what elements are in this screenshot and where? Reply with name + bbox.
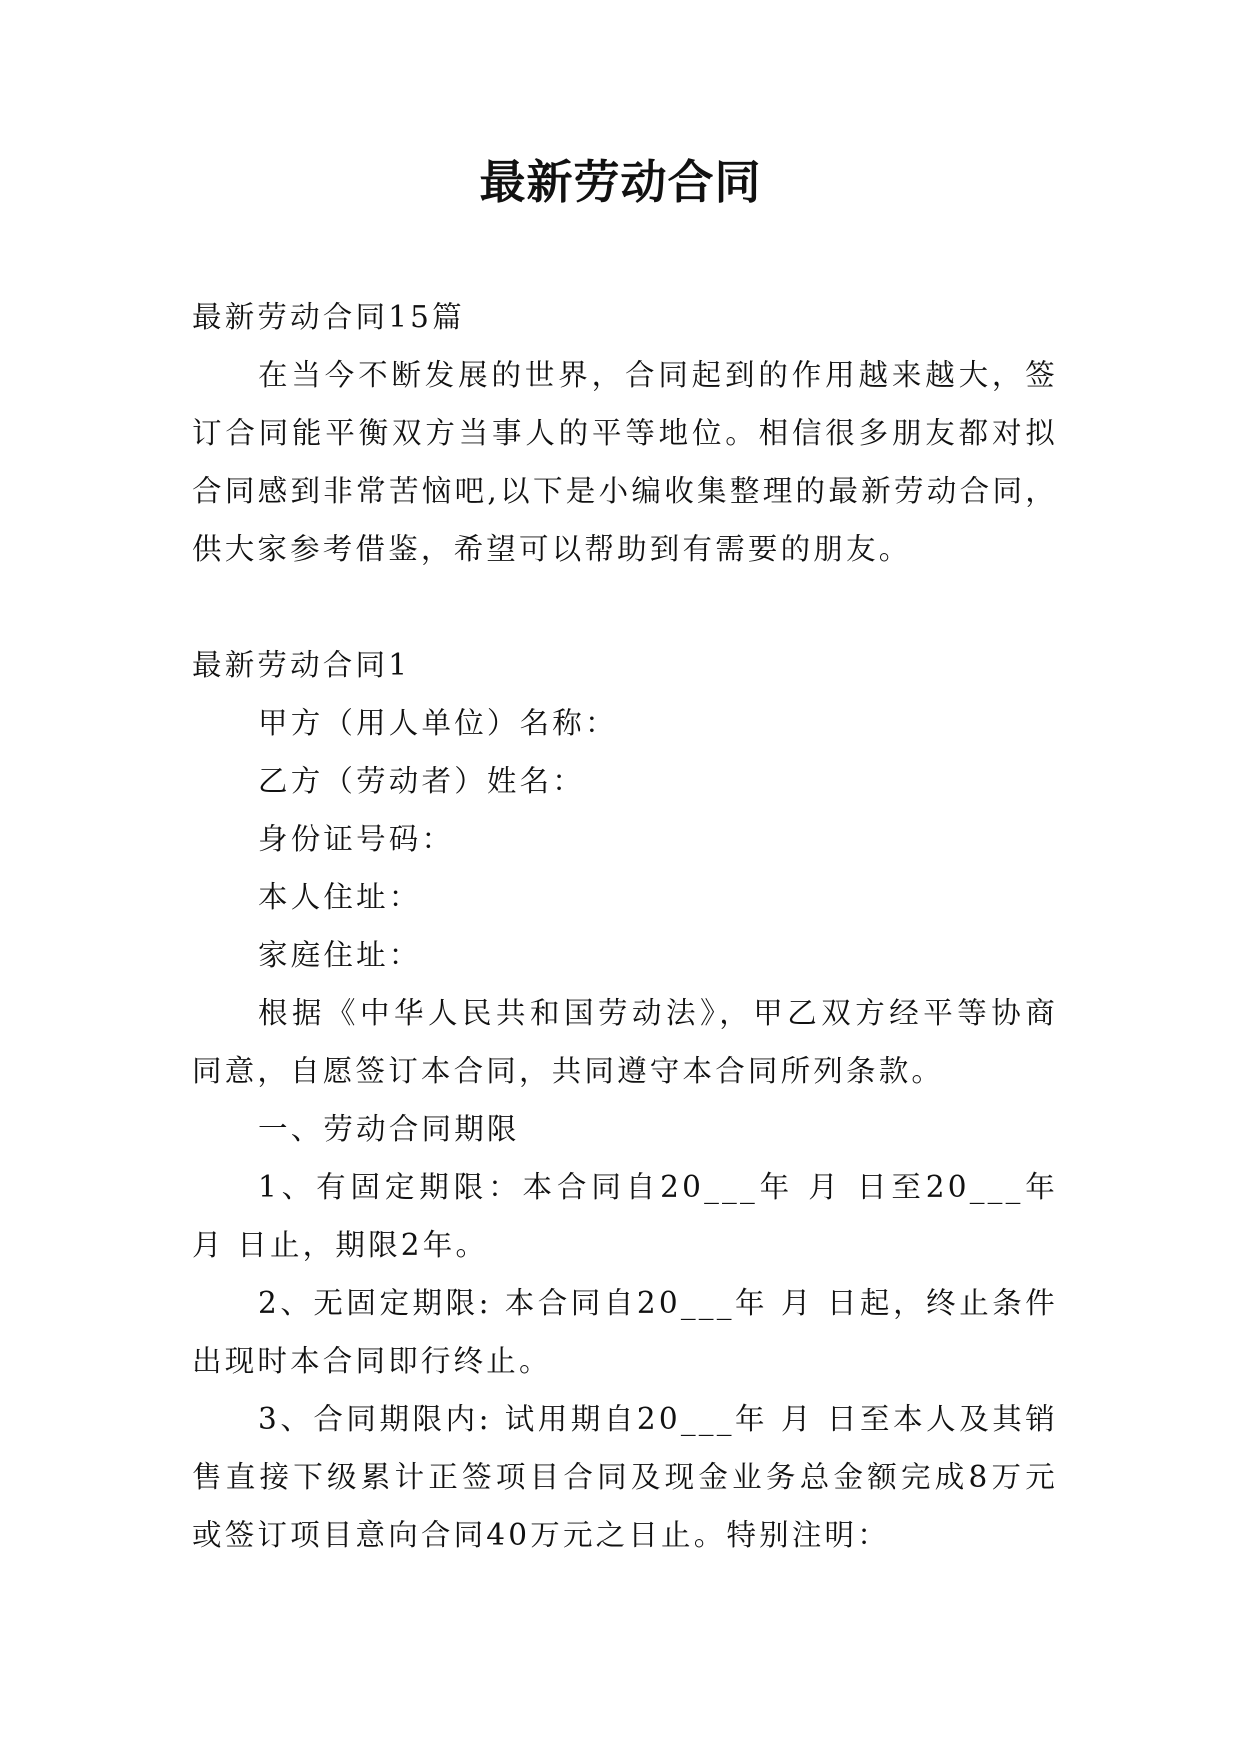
document-title: 最新劳动合同 <box>479 155 762 209</box>
paragraph-legal-basis: 根据《中华人民共和国劳动法》，甲乙双方经平等协商同意，自愿签订本合同，共同遵守本合同所列条款。 <box>192 996 1058 1088</box>
paragraph-section-heading: 最新劳动合同1 <box>192 648 411 682</box>
paragraph-home-address: 家庭住址： <box>258 938 422 972</box>
paragraph-probation: 3、合同期限内: 试用期自20___年 月 日至本人及其销售直接下级累计正签项目合同及现金业务总金额完成8万元或签订项目意向合同40万元之日止。特别注明： <box>192 1402 1058 1552</box>
paragraph-party-b: 乙方（劳动者）姓名： <box>258 764 586 798</box>
paragraph-open-term: 2、无固定期限: 本合同自20___年 月 日起，终止条件出现时本合同即行终止。 <box>192 1286 1058 1378</box>
paragraph-spacer <box>192 578 1058 636</box>
paragraph-party-a: 甲方（用人单位）名称： <box>258 706 618 740</box>
paragraph-address: 本人住址： <box>258 880 422 914</box>
document-body <box>192 288 1058 1564</box>
paragraph-term-heading: 一、劳动合同期限 <box>258 1112 520 1146</box>
paragraph-subtitle: 最新劳动合同15篇 <box>192 300 465 334</box>
paragraph-intro: 在当今不断发展的世界，合同起到的作用越来越大，签订合同能平衡双方当事人的平等地位。相信很多朋友都对拟合同感到非常苦恼吧,以下是小编收集整理的最新劳动合同，供大家参考借鉴，希望可以帮助到有需要的朋友。 <box>192 358 1058 566</box>
paragraph-id-number: 身份证号码： <box>258 822 455 856</box>
paragraph-fixed-term: 1、有固定期限：本合同自20___年 月 日至20___年 月 日止，期限2年。 <box>192 1170 1058 1262</box>
